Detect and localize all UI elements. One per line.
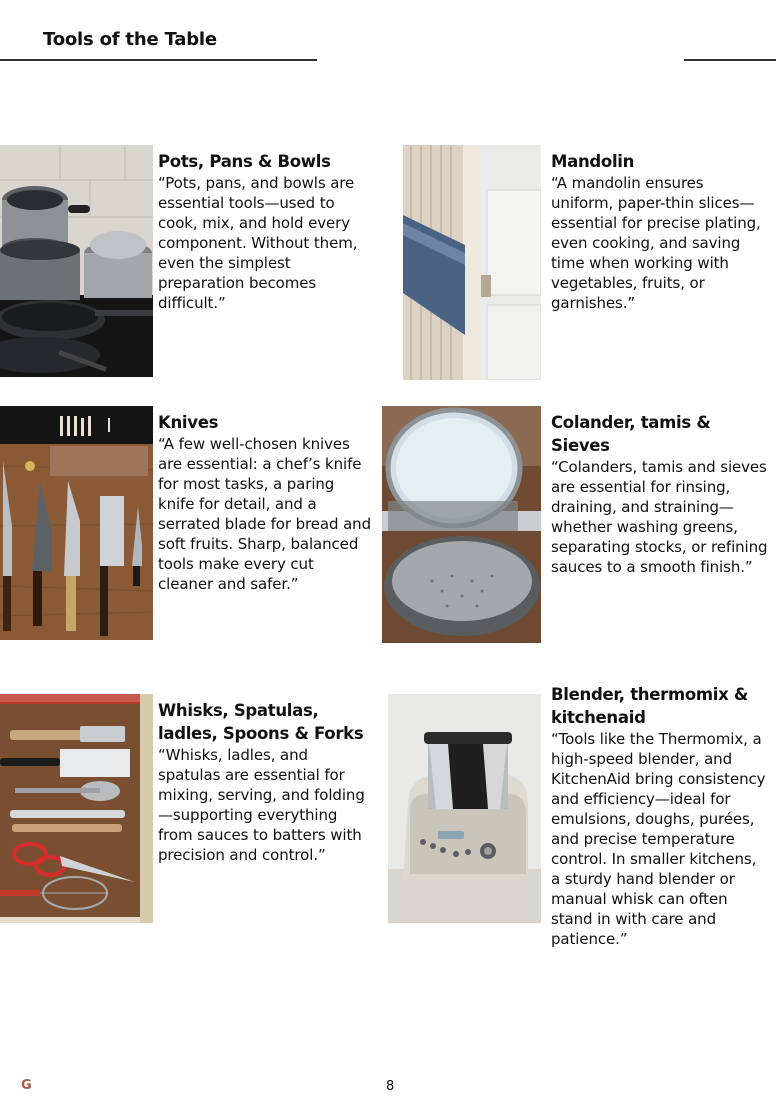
page-number: 8 xyxy=(386,1079,395,1094)
item-quote: “Pots, pans, and bowls are essential tools—used to cook, mix, and hold every component. Without them, even the simplest preparation becomes difficult.” xyxy=(158,174,358,312)
item-quote: “Colanders, tamis and sieves are essential for rinsing, draining, and straining—whether washing greens, separating stocks, or refining sauces to a smooth finish.” xyxy=(551,458,768,576)
item-quote: “Tools like the Thermomix, a high-speed blender, and KitchenAid bring consistency and efficiency—ideal for emulsions, doughs, purées, and precise temperature control. In smaller kitchens, a sturdy hand blender or manual whisk can often stand in with care and patience.” xyxy=(551,730,766,948)
page-title: Tools of the Table xyxy=(43,29,217,50)
item-utensils xyxy=(158,699,373,865)
mandolin-photo xyxy=(403,145,541,380)
item-title: Mandolin xyxy=(551,152,635,171)
pots-pans-photo xyxy=(0,145,153,377)
item-title: Colander, tamis & Sieves xyxy=(551,413,711,455)
header-rule-left xyxy=(0,59,317,61)
item-quote: “A few well-chosen knives are essential: a chef’s knife for most tasks, a paring knife for detail, and a serrated blade for bread and soft fruits. Sharp, balanced tools make every cut cleaner and safer.” xyxy=(158,435,371,593)
item-quote: “A mandolin ensures uniform, paper-thin slices—essential for precise plating, even cooking, and saving time when working with vegetables, fruits, or garnishes.” xyxy=(551,174,761,312)
knives-photo xyxy=(0,406,153,640)
brand-logo: G xyxy=(21,1078,32,1093)
item-title: Blender, thermomix & kitchenaid xyxy=(551,685,749,727)
item-thermomix xyxy=(551,683,769,949)
item-title: Pots, Pans & Bowls xyxy=(158,152,331,171)
item-title: Whisks, Spatulas, ladles, Spoons & Forks xyxy=(158,701,364,743)
item-knives xyxy=(158,411,373,594)
header-rule-right xyxy=(684,59,776,61)
item-title: Knives xyxy=(158,413,219,432)
utensils-photo xyxy=(0,694,153,923)
item-pots-pans xyxy=(158,150,373,313)
thermomix-photo xyxy=(388,694,541,923)
item-quote: “Whisks, ladles, and spatulas are essential for mixing, serving, and folding—supporting everything from sauces to batters with precision and control.” xyxy=(158,746,365,864)
item-colander xyxy=(551,411,769,577)
colander-photo xyxy=(382,406,541,643)
item-mandolin xyxy=(551,150,769,313)
